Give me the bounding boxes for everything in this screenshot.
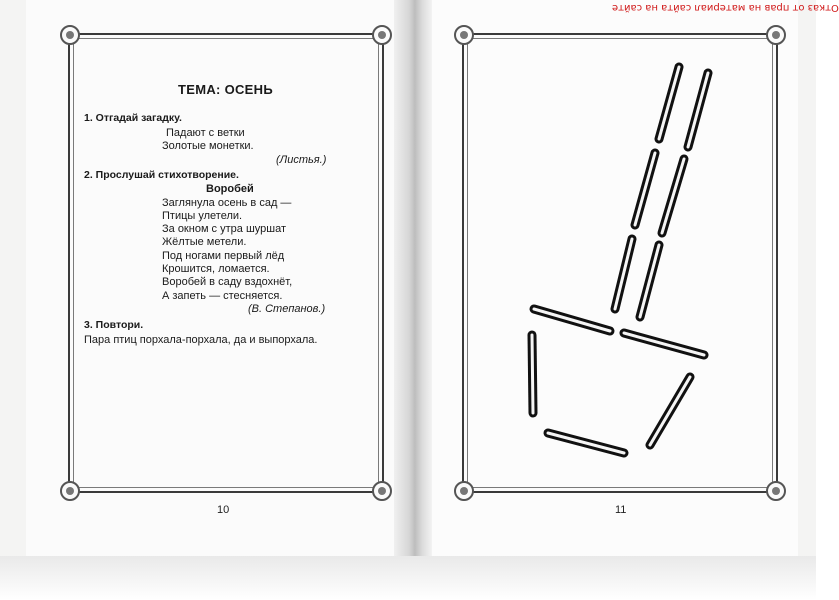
- poem-line: Под ногами первый лёд: [162, 250, 285, 262]
- poem-author: (В. Степанов.): [248, 303, 326, 315]
- stick: [650, 377, 690, 445]
- stick: [534, 309, 610, 331]
- stick: [688, 73, 708, 147]
- poem-line: За окном с утра шуршат: [162, 223, 287, 235]
- section-3-heading: 3. Повтори.: [84, 319, 144, 331]
- stick: [532, 335, 533, 413]
- poem-title: Воробей: [206, 183, 254, 195]
- poem-line: Птицы улетели.: [162, 210, 243, 222]
- stick: [662, 159, 684, 233]
- poem-line: Крошится, ломается.: [162, 263, 270, 275]
- bottom-shadow: [0, 556, 816, 600]
- corner-ornament-icon: [60, 25, 80, 45]
- poem-line: Заглянула осень в сад —: [162, 197, 292, 209]
- poem-line: А запеть — стесняется.: [162, 290, 283, 302]
- stick: [624, 333, 704, 355]
- section-2-heading: 2. Прослушай стихотворение.: [84, 169, 239, 181]
- riddle-line: Золотые монетки.: [162, 140, 254, 152]
- riddle-answer: (Листья.): [276, 154, 327, 166]
- stick: [548, 433, 624, 453]
- stick: [640, 245, 659, 317]
- corner-ornament-icon: [60, 481, 80, 501]
- stick: [659, 67, 679, 139]
- stick: [635, 153, 655, 225]
- riddle-line: Падают с ветки: [166, 127, 245, 139]
- poem-line: Жёлтые метели.: [162, 236, 247, 248]
- poem-line: Воробей в саду вздохнёт,: [162, 276, 293, 288]
- page-number-right: 11: [615, 504, 627, 516]
- stick: [615, 239, 632, 309]
- corner-ornament-icon: [372, 25, 392, 45]
- tongue-twister: Пара птиц порхала-порхала, да и выпорхала.: [84, 334, 318, 346]
- page-title: ТЕМА: ОСЕНЬ: [178, 82, 273, 97]
- page-number-left: 10: [217, 504, 230, 516]
- counting-sticks-illustration: [462, 33, 774, 489]
- corner-ornament-icon: [372, 481, 392, 501]
- book-gutter: [394, 0, 432, 560]
- section-1-heading: 1. Отгадай загадку.: [84, 112, 182, 124]
- site-watermark: Отказ от прав на материал сайта на сайте: [612, 2, 839, 13]
